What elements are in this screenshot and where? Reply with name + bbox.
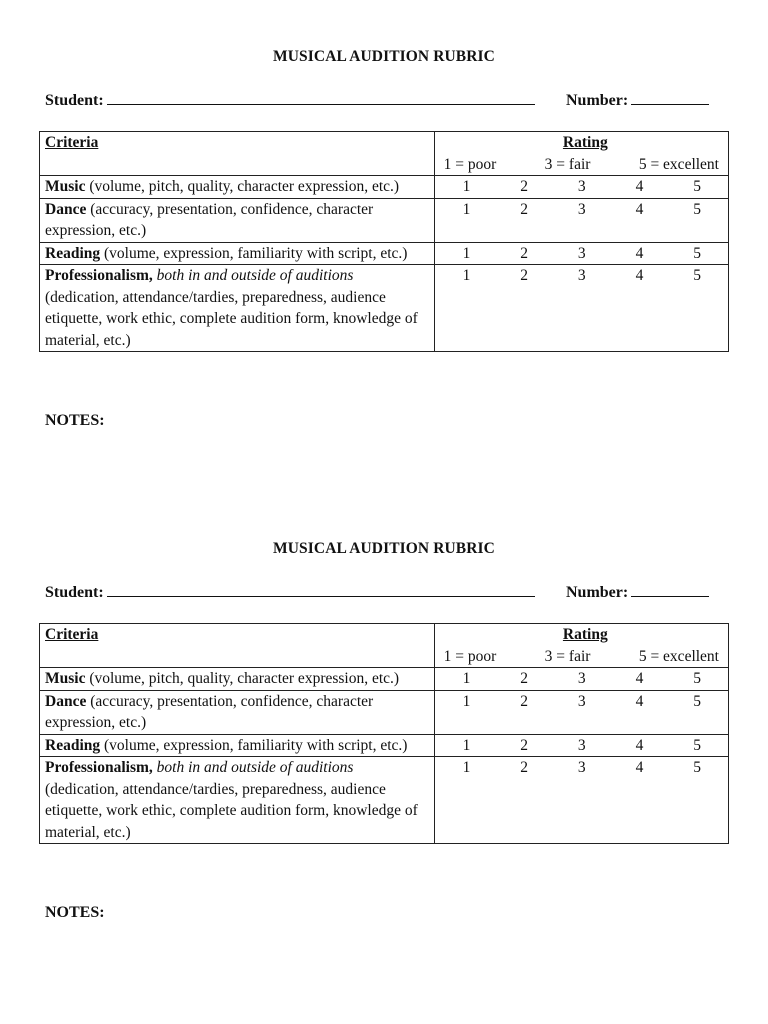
scale-label: 3 = fair <box>544 155 591 173</box>
number-field <box>566 582 709 602</box>
scale-label: 1 = poor <box>443 155 497 173</box>
table-row <box>40 198 729 242</box>
rating-options <box>440 243 723 265</box>
rating-option[interactable]: 2 <box>520 200 529 218</box>
rating-option[interactable]: 3 <box>577 244 586 262</box>
criteria-description: (accuracy, presentation, confidence, character expression, etc.) <box>45 200 374 239</box>
rating-options <box>440 199 723 221</box>
rating-option[interactable]: 1 <box>462 759 471 776</box>
rating-cell <box>434 242 728 265</box>
rating-option[interactable]: 2 <box>520 692 529 710</box>
criteria-cell <box>40 242 435 265</box>
rating-option[interactable]: 2 <box>520 244 529 262</box>
rating-header-cell <box>434 132 728 176</box>
rating-options <box>440 176 723 198</box>
rating-option[interactable]: 3 <box>577 267 586 284</box>
rating-option[interactable]: 2 <box>520 267 529 284</box>
rating-scale <box>440 646 723 668</box>
rating-option[interactable]: 1 <box>462 670 471 687</box>
table-row <box>40 668 729 691</box>
table-row <box>40 757 729 844</box>
table-row <box>40 690 729 734</box>
student-blank-line[interactable] <box>107 582 535 597</box>
criteria-cell <box>40 734 435 757</box>
rating-option[interactable]: 5 <box>693 178 701 195</box>
rating-option[interactable]: 3 <box>577 200 586 218</box>
criteria-note: both in and outside of auditions <box>152 759 354 776</box>
criteria-cell <box>40 668 435 691</box>
rating-scale <box>440 154 723 176</box>
criteria-name: Professionalism, <box>45 267 153 284</box>
rating-options <box>440 265 723 287</box>
rating-cell <box>434 176 728 199</box>
criteria-header: Criteria <box>45 626 99 643</box>
criteria-description: (dedication, attendance/tardies, preparedness, audience etiquette, work ethic, complete audition form, knowledge of material, etc.) <box>45 780 418 841</box>
rating-option[interactable]: 3 <box>577 692 586 710</box>
criteria-description: (volume, expression, familiarity with script, etc.) <box>100 244 408 262</box>
rating-option[interactable]: 3 <box>577 670 586 687</box>
rating-option[interactable]: 4 <box>635 200 644 218</box>
number-label: Number: <box>566 584 629 601</box>
criteria-description: (volume, pitch, quality, character expression, etc.) <box>85 178 400 195</box>
criteria-description: (accuracy, presentation, confidence, character expression, etc.) <box>45 692 374 731</box>
criteria-name: Dance <box>45 200 87 218</box>
table-row <box>40 265 729 352</box>
student-label: Student: <box>45 92 104 109</box>
rating-cell <box>434 265 728 352</box>
rating-option[interactable]: 5 <box>693 200 701 218</box>
rating-option[interactable]: 1 <box>462 736 471 754</box>
rating-option[interactable]: 5 <box>693 670 701 687</box>
scale-label: 5 = excellent <box>638 155 719 173</box>
rating-option[interactable]: 5 <box>693 267 701 284</box>
rubric-title: MUSICAL AUDITION RUBRIC <box>273 48 495 65</box>
rating-header: Rating <box>562 626 608 643</box>
rating-options <box>440 757 723 779</box>
rating-option[interactable]: 2 <box>520 759 529 776</box>
criteria-name: Reading <box>45 736 101 754</box>
rating-option[interactable]: 3 <box>577 178 586 195</box>
criteria-header-cell <box>40 624 435 668</box>
rating-option[interactable]: 4 <box>635 692 644 710</box>
rating-option[interactable]: 5 <box>693 759 701 776</box>
criteria-header-cell <box>40 132 435 176</box>
criteria-cell <box>40 757 435 844</box>
rating-options <box>440 735 723 757</box>
criteria-name: Music <box>45 178 86 195</box>
criteria-description: (dedication, attendance/tardies, preparedness, audience etiquette, work ethic, complete audition form, knowledge of material, etc.) <box>45 288 418 349</box>
criteria-cell <box>40 265 435 352</box>
rating-option[interactable]: 3 <box>577 759 586 776</box>
rating-options <box>440 668 723 690</box>
criteria-name: Music <box>45 670 86 687</box>
rating-option[interactable]: 1 <box>462 200 471 218</box>
number-blank-line[interactable] <box>631 90 709 105</box>
student-blank-line[interactable] <box>107 90 535 105</box>
criteria-header: Criteria <box>45 134 99 151</box>
rating-cell <box>434 757 728 844</box>
rating-options <box>440 691 723 713</box>
criteria-cell <box>40 198 435 242</box>
criteria-description: (volume, expression, familiarity with script, etc.) <box>100 736 408 754</box>
rating-cell <box>434 668 728 691</box>
notes-label: NOTES: <box>45 904 105 921</box>
number-field <box>566 90 709 110</box>
criteria-name: Dance <box>45 692 87 710</box>
rating-option[interactable]: 1 <box>462 267 471 284</box>
rating-cell <box>434 734 728 757</box>
student-label: Student: <box>45 584 104 601</box>
scale-label: 1 = poor <box>443 647 497 665</box>
rating-cell <box>434 198 728 242</box>
rating-option[interactable]: 4 <box>635 244 644 262</box>
rating-option[interactable]: 2 <box>520 178 529 195</box>
criteria-name: Reading <box>45 244 101 262</box>
rating-option[interactable]: 1 <box>462 178 471 195</box>
rating-option[interactable]: 3 <box>577 736 586 754</box>
rubric-table <box>39 131 729 352</box>
criteria-description: (volume, pitch, quality, character expression, etc.) <box>85 670 400 687</box>
rating-option[interactable]: 4 <box>635 267 644 284</box>
rating-option[interactable]: 1 <box>462 244 471 262</box>
rubric-title: MUSICAL AUDITION RUBRIC <box>273 540 495 557</box>
rating-cell <box>434 690 728 734</box>
rubric-table <box>39 623 729 844</box>
number-label: Number: <box>566 92 629 109</box>
rating-option[interactable]: 4 <box>635 178 644 195</box>
scale-label: 5 = excellent <box>638 647 719 665</box>
student-field <box>45 582 535 602</box>
scale-label: 3 = fair <box>544 647 591 665</box>
rating-option[interactable]: 5 <box>693 736 701 754</box>
criteria-cell <box>40 690 435 734</box>
table-row <box>40 242 729 265</box>
rating-option[interactable]: 4 <box>635 670 644 687</box>
rating-header-cell <box>434 624 728 668</box>
criteria-note: both in and outside of auditions <box>152 267 354 284</box>
table-header-row <box>40 132 729 176</box>
rating-option[interactable]: 5 <box>693 244 701 262</box>
number-blank-line[interactable] <box>631 582 709 597</box>
rating-option[interactable]: 2 <box>520 736 529 754</box>
rating-option[interactable]: 2 <box>520 670 529 687</box>
criteria-name: Professionalism, <box>45 759 153 776</box>
rating-option[interactable]: 1 <box>462 692 471 710</box>
table-header-row <box>40 624 729 668</box>
table-row <box>40 176 729 199</box>
rating-option[interactable]: 5 <box>693 692 701 710</box>
rating-option[interactable]: 4 <box>635 759 644 776</box>
table-row <box>40 734 729 757</box>
criteria-cell <box>40 176 435 199</box>
student-field <box>45 90 535 110</box>
notes-label: NOTES: <box>45 412 105 429</box>
rating-header: Rating <box>562 134 608 151</box>
rating-option[interactable]: 4 <box>635 736 644 754</box>
